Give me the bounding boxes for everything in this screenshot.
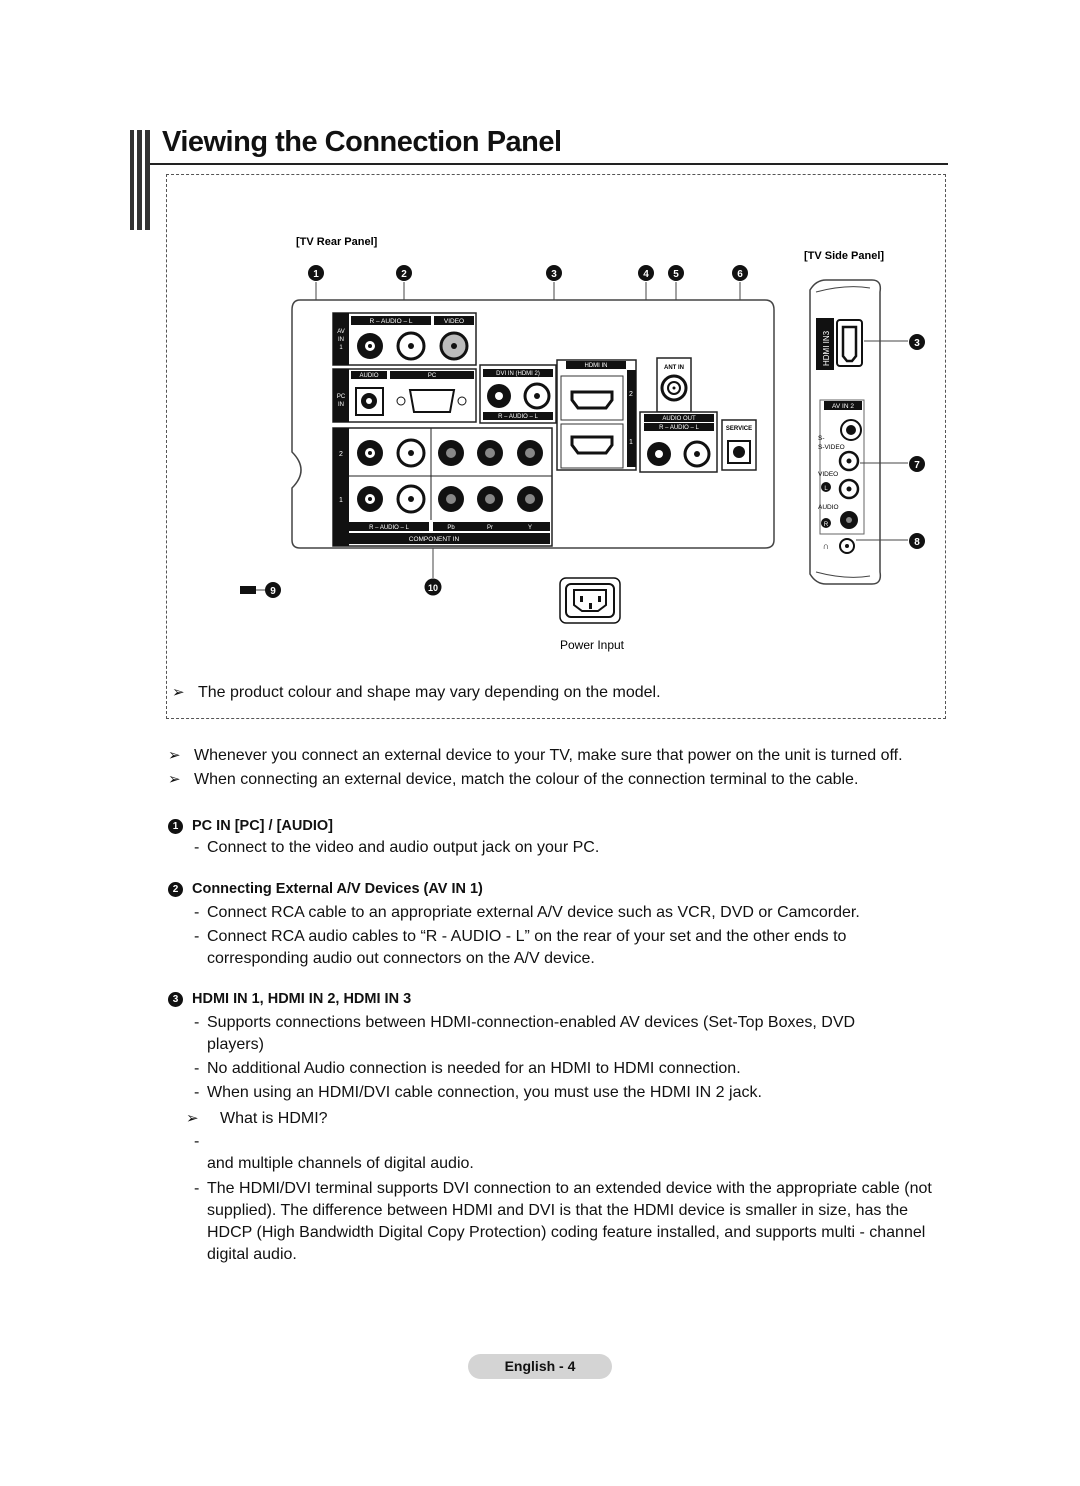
section-2-bullet-1: - Connect RCA cable to an appropriate external A/V device such as VCR, DVD or Camcorder. [194,904,860,921]
svg-text:AV IN 2: AV IN 2 [832,403,854,410]
section-3-extra-bullet-2: - The HDMI/DVI terminal supports DVI connection to an extended device with the appropriate cable (not supplied). The difference between HDMI and DVI is that the HDMI device is smaller in size, has the HDCP (High Bandwidth Digital Copy Protection) coding feature installed, and supports multi - channel digital audio. [194,1180,932,1263]
connection-panel-diagram [0,0,1080,720]
svg-text:VIDEO: VIDEO [818,471,839,478]
callout-5 [668,265,684,281]
component-in-block [333,428,552,546]
svg-text:PC: PC [427,373,437,379]
svg-text:∩: ∩ [822,541,830,551]
svg-text:6: 6 [737,269,743,280]
section-3-bullet-1: - Supports connections between HDMI-connection-enabled AV devices (Set-Top Boxes, DVD players) [194,1014,856,1053]
audio-out-block [640,412,717,472]
svg-text:Pb: Pb [447,525,455,531]
power-input-icon [560,578,620,623]
svg-text:DVI IN (HDMI 2): DVI IN (HDMI 2) [496,371,540,377]
svg-text:3: 3 [551,269,557,280]
svg-text:R: R [823,522,829,528]
callout-1 [308,265,324,281]
note-arrow-icon: ➢ [168,771,181,788]
section-2-heading: 2 Connecting External A/V Devices (AV IN 1) [168,881,483,897]
power-input-label: Power Input [559,638,625,652]
callout-7 [909,456,925,472]
svg-text:PC: PC [336,394,346,400]
page-number-footer: English - 4 [468,1354,612,1379]
svg-text:9: 9 [270,586,276,597]
svg-text:3: 3 [914,338,920,349]
kensington-slot-icon [240,586,256,594]
section-1-heading: 1 PC IN [PC] / [AUDIO] [168,818,333,834]
svg-text:1: 1 [339,345,343,351]
svg-text:AV: AV [337,329,345,335]
svg-text:1: 1 [313,269,319,280]
svg-text:R – AUDIO – L: R – AUDIO – L [659,425,699,431]
svg-text:R – AUDIO – L: R – AUDIO – L [369,318,413,325]
svg-text:Pr: Pr [487,525,493,531]
callout-8 [909,533,925,549]
what-is-hdmi-note: ➢ What is HDMI? [186,1110,328,1127]
callout-6 [732,265,748,281]
svg-text:SERVICE: SERVICE [725,426,753,432]
callout-side-3 [909,334,925,350]
svg-text:7: 7 [914,460,920,471]
svg-text:R – AUDIO – L: R – AUDIO – L [498,414,538,420]
rear-panel-label: [TV Rear Panel] [296,236,378,248]
svg-text:1: 1 [629,439,633,446]
svg-text:Y: Y [527,525,533,531]
svg-text:2: 2 [629,391,633,398]
callout-4 [638,265,654,281]
hdmi-in-block [557,360,636,470]
page-title: Viewing the Connection Panel [162,126,562,158]
svg-text:10: 10 [427,583,439,593]
svg-text:4: 4 [643,269,649,280]
note-power-off: ➢ Whenever you connect an external device to your TV, make sure that power on the unit is turned off. [168,747,903,764]
svg-text:AUDIO OUT: AUDIO OUT [662,416,696,422]
callout-3 [546,265,562,281]
note-arrow-icon: ➢ [186,1110,199,1127]
callout-10 [425,579,442,596]
svg-text:IN: IN [338,337,344,343]
svg-text:S-: S- [818,435,825,442]
section-3-bullet-3: - When using an HDMI/DVI cable connection, you must use the HDMI IN 2 jack. [194,1084,762,1101]
note-arrow-icon: ➢ [168,747,181,764]
svg-text:1: 1 [339,497,343,504]
svg-text:8: 8 [914,537,920,548]
service-block [722,420,756,470]
svg-text:AUDIO: AUDIO [818,504,839,511]
ant-in-block [657,358,691,412]
side-panel [810,280,880,584]
svg-text:L: L [824,486,828,492]
section-3-bullet-2: - No additional Audio connection is needed for an HDMI to HDMI connection. [194,1060,741,1077]
callout-2 [396,265,412,281]
section-3-continuation: and multiple channels of digital audio. [207,1155,474,1172]
svg-text:S-VIDEO: S-VIDEO [818,444,845,451]
svg-text:ANT IN: ANT IN [664,365,684,371]
section-1-bullet-1: - Connect to the video and audio output jack on your PC. [194,839,600,856]
section-3-heading: 3 HDMI IN 1, HDMI IN 2, HDMI IN 3 [168,991,411,1007]
dvi-in-block [480,365,556,423]
callout-9 [265,582,281,598]
svg-text:R – AUDIO – L: R – AUDIO – L [369,525,409,531]
svg-text:COMPONENT IN: COMPONENT IN [408,536,460,543]
av-in-1-block [333,313,476,365]
side-panel-label: [TV Side Panel] [804,250,885,262]
note-arrow-icon: ➢ [172,684,185,701]
diagram-note: ➢ The product colour and shape may vary depending on the model. [172,684,661,701]
section-2-bullet-2: - Connect RCA audio cables to “R - AUDIO - L” on the rear of your set and the other ends to corresponding audio out connectors on the A/V device. [194,928,847,967]
svg-text:AUDIO: AUDIO [359,373,379,379]
number-2-icon: 2 [168,882,183,897]
number-3-icon: 3 [168,992,183,1007]
svg-text:2: 2 [401,269,407,280]
svg-text:VIDEO: VIDEO [443,318,465,325]
svg-text:HDMI IN3: HDMI IN3 [822,330,831,366]
number-1-icon: 1 [168,819,183,834]
svg-text:HDMI IN: HDMI IN [584,363,608,369]
svg-text:5: 5 [673,269,679,280]
pc-in-block [333,369,476,422]
note-match-colour: ➢ When connecting an external device, match the colour of the connection terminal to the cable. [168,771,859,788]
svg-text:2: 2 [339,451,343,458]
svg-text:IN: IN [338,402,344,408]
